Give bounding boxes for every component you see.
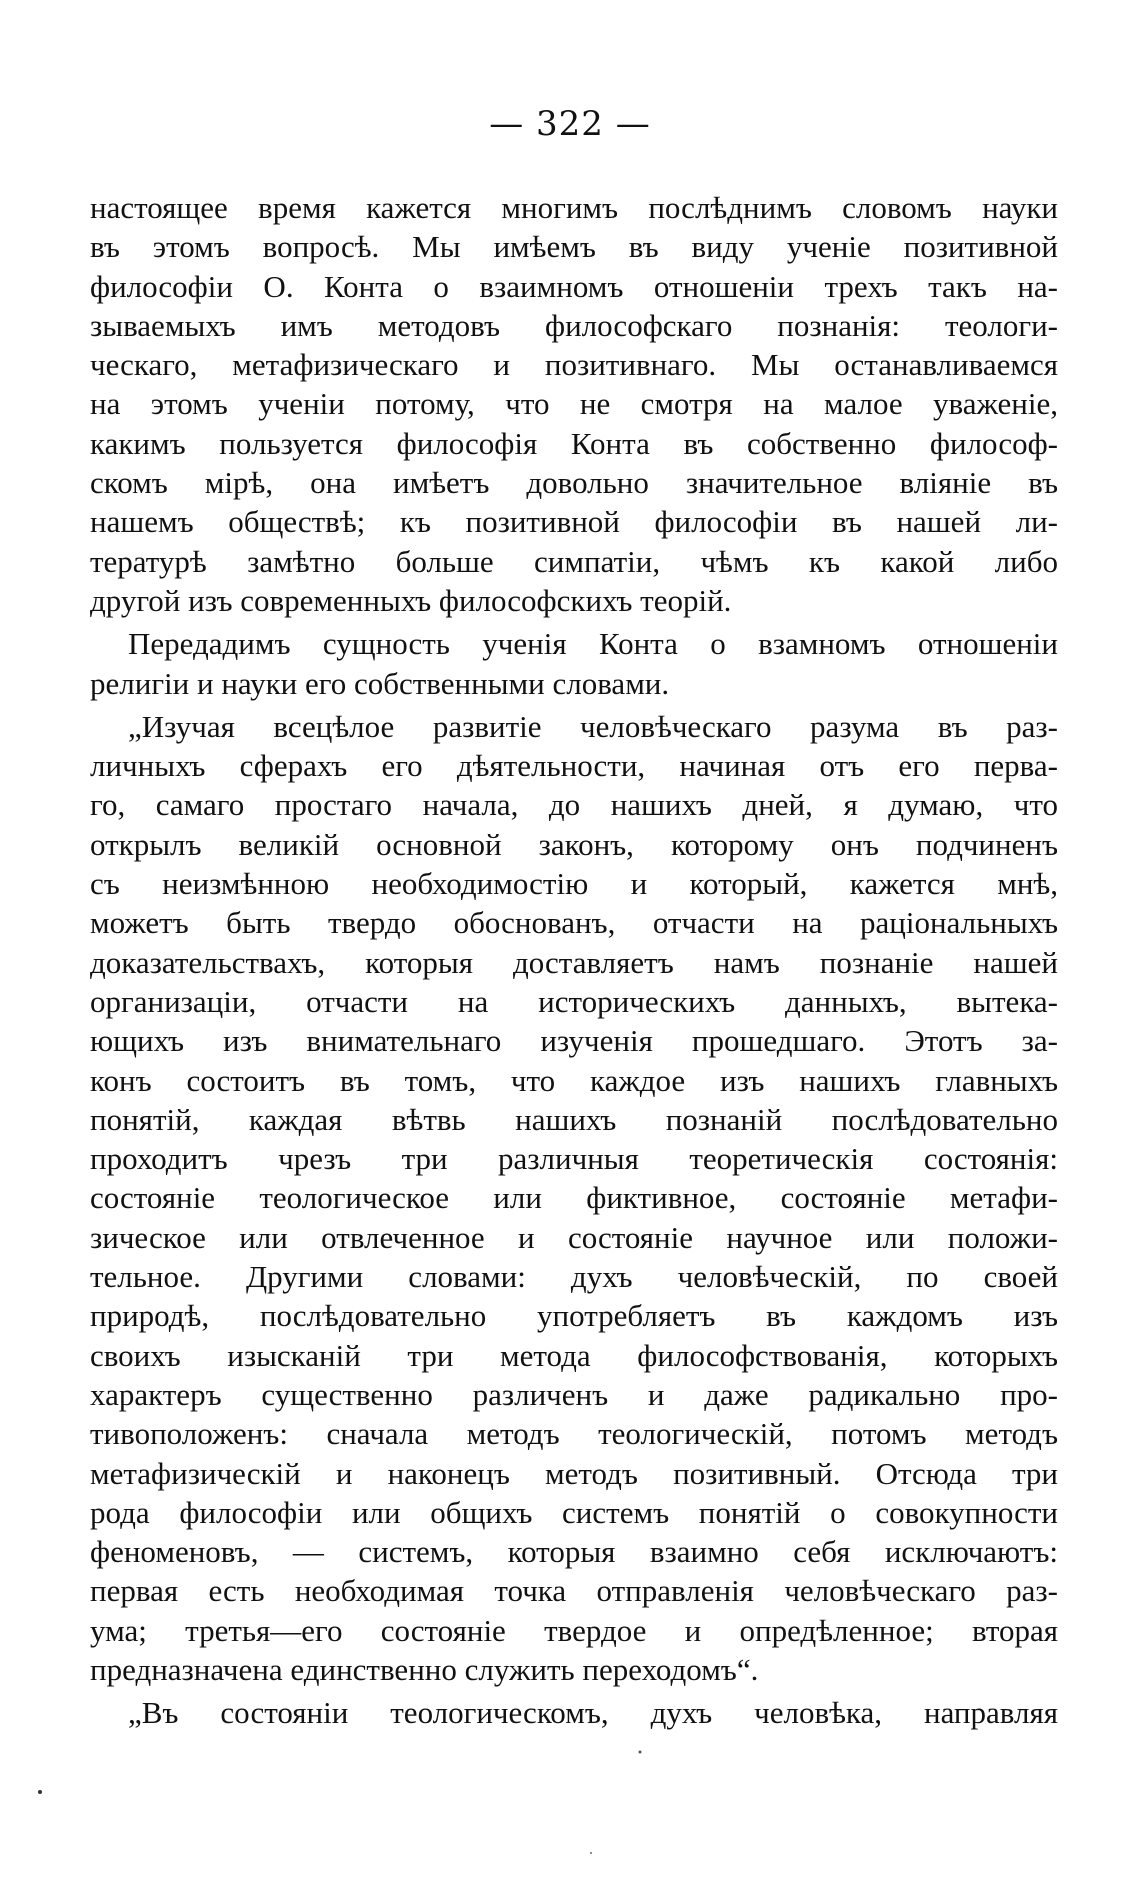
paragraph: [90, 188, 1058, 620]
text-line: зываемыхъ имъ методовъ философскаго познанія: теологи-: [90, 307, 1058, 343]
text-line: нашемъ обществѣ; къ позитивной философіи въ нашей ли-: [90, 504, 1058, 540]
text-line: философіи О. Конта о взаимномъ отношеніи трехъ такъ на-: [90, 268, 1058, 304]
text-line: настоящее время кажется многимъ послѣднимъ словомъ науки: [90, 190, 1058, 225]
text-line: тельное. Другими словами: духъ человѣческій, по своей: [90, 1259, 1058, 1295]
paragraph: [90, 624, 1058, 703]
text-line: „Изучая всецѣлое развитіе человѣческаго разума въ раз-: [128, 708, 1058, 744]
text-line: тивоположенъ: сначала методъ теологическій, потомъ методъ: [90, 1416, 1058, 1452]
scan-speck: [38, 1790, 42, 1794]
text-line: другой изъ современныхъ философскихъ теорій.: [90, 582, 732, 618]
text-line: религіи и науки его собственными словами.: [90, 665, 670, 701]
scan-speck: [639, 1751, 642, 1754]
text-line: ческаго, метафизическаго и позитивнаго. Мы останавливаемся: [90, 347, 1058, 383]
page-number: — 322 —: [489, 104, 651, 144]
text-line: зическое или отвлеченное и состояніе научное или положи-: [90, 1219, 1058, 1255]
text-line: состояніе теологическое или фиктивное, состояніе метафи-: [90, 1180, 1058, 1216]
text-line: го, самаго простаго начала, до нашихъ дней, я думаю, что: [90, 787, 1058, 823]
text-line: тературѣ замѣтно больше симпатіи, чѣмъ къ какой либо: [90, 543, 1058, 579]
text-line: проходитъ чрезъ три различныя теоретическія состоянія:: [90, 1141, 1058, 1177]
text-line: метафизическій и наконецъ методъ позитивный. Отсюда три: [90, 1455, 1058, 1491]
text-line: личныхъ сферахъ его дѣятельности, начиная отъ его перва-: [90, 748, 1058, 784]
text-line: феноменовъ, — системъ, которыя взаимно себя исключаютъ:: [90, 1534, 1058, 1570]
text-line: своихъ изысканій три метода философствованія, которыхъ: [90, 1337, 1058, 1373]
text-line: Передадимъ сущность ученія Конта о взамномъ отношеніи: [128, 626, 1058, 662]
text-line: рода философіи или общихъ системъ понятій о совокупности: [90, 1494, 1058, 1530]
text-line: ума; третья—его состояніе твердое и опредѣленное; вторая: [90, 1612, 1058, 1648]
text-line: скомъ мірѣ, она имѣетъ довольно значительное вліяніе въ: [90, 465, 1058, 501]
text-line: можетъ быть твердо обоснованъ, отчасти на раціональныхъ: [90, 905, 1058, 941]
text-line: организаціи, отчасти на историческихъ данныхъ, вытека-: [90, 983, 1058, 1019]
body-text: [90, 188, 1058, 1733]
paragraph: [90, 1693, 1058, 1732]
text-line: въ этомъ вопросѣ. Мы имѣемъ въ виду ученіе позитивной: [90, 229, 1058, 265]
text-line: открылъ великій основной законъ, которому онъ подчиненъ: [90, 826, 1058, 862]
text-line: съ неизмѣнною необходимостію и который, кажется мнѣ,: [90, 866, 1058, 902]
text-line: конъ состоитъ въ томъ, что каждое изъ нашихъ главныхъ: [90, 1062, 1058, 1098]
text-line: природѣ, послѣдовательно употребляетъ въ каждомъ изъ: [90, 1298, 1058, 1334]
text-line: предназначена единственно служить переходомъ“.: [90, 1651, 759, 1687]
text-line: доказательствахъ, которыя доставляетъ намъ познаніе нашей: [90, 944, 1058, 980]
text-line: на этомъ ученіи потому, что не смотря на малое уваженіе,: [90, 386, 1058, 422]
text-line: понятій, каждая вѣтвь нашихъ познаній послѣдовательно: [90, 1101, 1058, 1137]
text-line: характеръ существенно различенъ и даже радикально про-: [90, 1376, 1058, 1412]
text-line: ющихъ изъ внимательнаго изученія прошедшаго. Этотъ за-: [90, 1023, 1058, 1059]
paragraph: [90, 707, 1058, 1689]
text-line: „Въ состояніи теологическомъ, духъ человѣка, направляя: [128, 1695, 1058, 1731]
text-line: какимъ пользуется философія Конта въ собственно философ-: [90, 425, 1058, 461]
text-line: первая есть необходимая точка отправленія человѣческаго раз-: [90, 1573, 1058, 1609]
scan-speck: [590, 1852, 592, 1854]
